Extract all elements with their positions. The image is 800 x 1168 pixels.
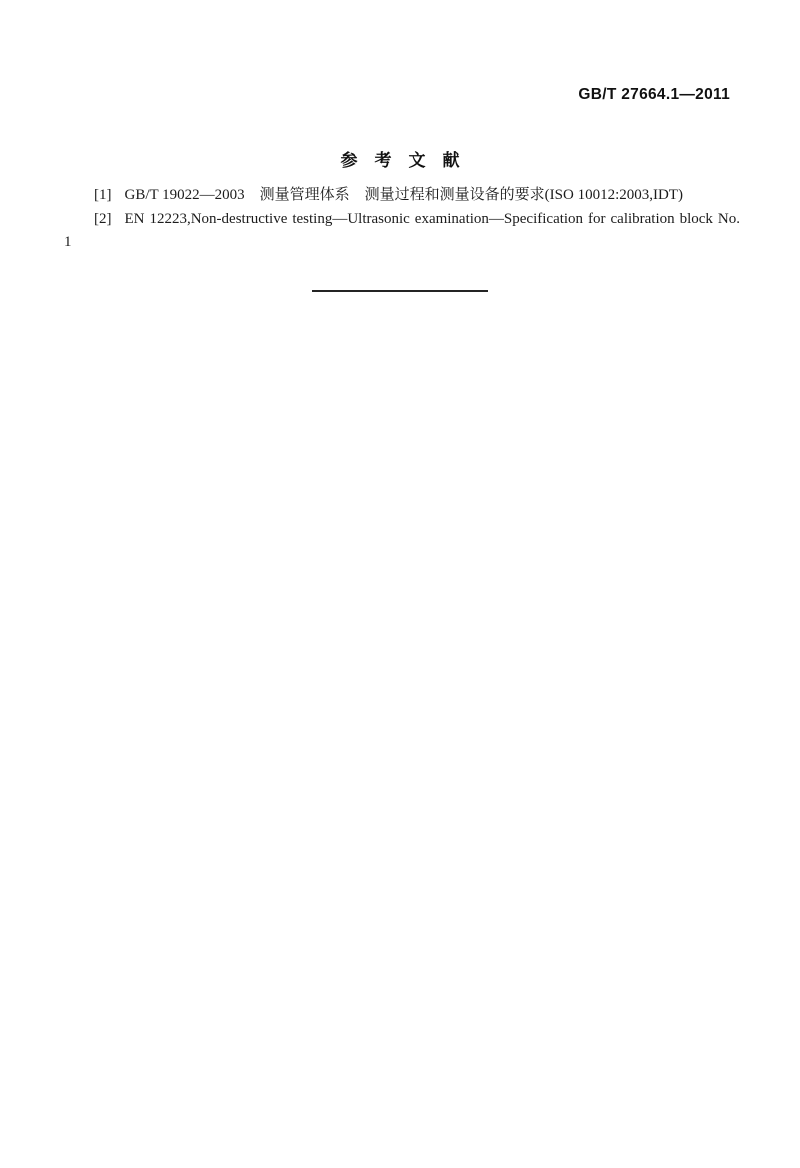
reference-item bbox=[64, 184, 740, 208]
references-section bbox=[64, 184, 740, 255]
page-title: 参 考 文 献 bbox=[340, 151, 460, 170]
end-of-document-rule bbox=[312, 290, 488, 292]
reference-text: EN 12223,Non-destructive testing—Ultrasonic examination—Specification for calibration block No. 1 bbox=[64, 210, 740, 250]
reference-label: [2] bbox=[94, 210, 112, 227]
standard-number-header: GB/T 27664.1—2011 bbox=[578, 86, 730, 103]
reference-label: [1] bbox=[94, 187, 112, 203]
reference-text: GB/T 19022—2003 测量管理体系 测量过程和测量设备的要求(ISO 10012:2003,IDT) bbox=[124, 187, 683, 203]
reference-item bbox=[64, 208, 740, 255]
